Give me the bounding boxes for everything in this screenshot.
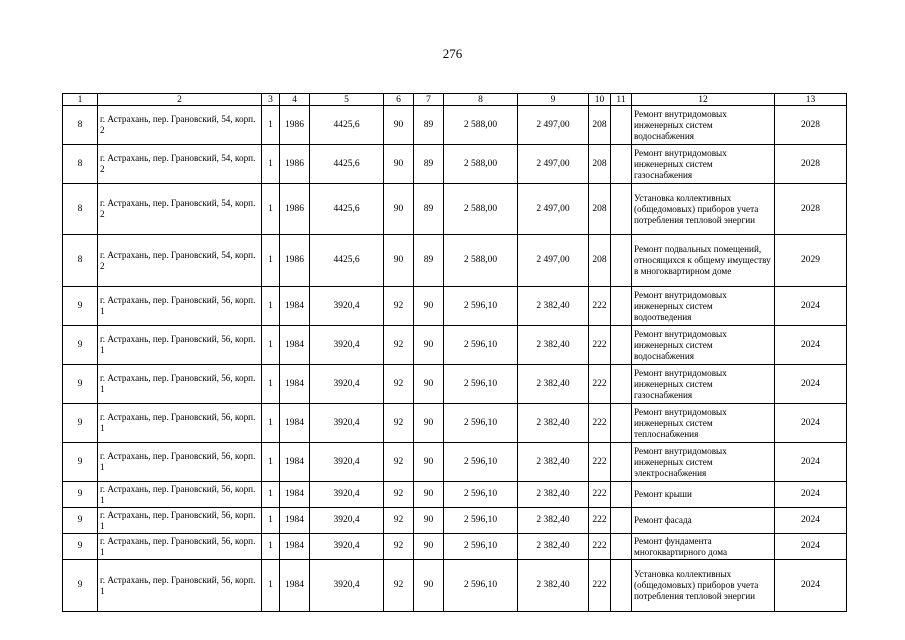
cell-col6: 92 [384, 508, 414, 534]
column-header: 3 [262, 94, 280, 106]
cell-col9: 2 382,40 [518, 508, 589, 534]
cell-col7: 90 [414, 443, 444, 482]
cell-address: г. Астрахань, пер. Грановский, 56, корп. 1 [98, 287, 262, 326]
cell-planned-year: 2024 [775, 287, 847, 326]
cell-col3: 1 [262, 365, 280, 404]
cell-col9: 2 382,40 [518, 534, 589, 560]
cell-col7: 90 [414, 560, 444, 612]
cell-area: 3920,4 [310, 534, 384, 560]
cell-address: г. Астрахань, пер. Грановский, 56, корп. 1 [98, 404, 262, 443]
cell-col11 [611, 184, 632, 235]
table-row [63, 482, 847, 508]
cell-work-type: Установка коллективных (общедомовых) приборов учета потребления тепловой энергии [632, 184, 775, 235]
cell-col10: 222 [589, 534, 611, 560]
cell-work-type: Ремонт внутридомовых инженерных систем теплоснабжения [632, 404, 775, 443]
cell-col9: 2 382,40 [518, 287, 589, 326]
cell-col11 [611, 235, 632, 287]
cell-planned-year: 2024 [775, 326, 847, 365]
cell-area: 3920,4 [310, 443, 384, 482]
cell-col7: 90 [414, 326, 444, 365]
cell-col10: 222 [589, 482, 611, 508]
cell-col9: 2 382,40 [518, 404, 589, 443]
cell-col10: 208 [589, 184, 611, 235]
table-row [63, 404, 847, 443]
cell-area: 3920,4 [310, 482, 384, 508]
cell-col6: 92 [384, 443, 414, 482]
table-row [63, 235, 847, 287]
cell-col8: 2 588,00 [444, 106, 518, 145]
cell-col8: 2 596,10 [444, 326, 518, 365]
cell-address: г. Астрахань, пер. Грановский, 56, корп. 1 [98, 508, 262, 534]
cell-col10: 222 [589, 508, 611, 534]
cell-year-built: 1986 [280, 184, 310, 235]
table-header-row [63, 94, 847, 106]
cell-col7: 89 [414, 106, 444, 145]
cell-col1: 9 [63, 365, 98, 404]
cell-col3: 1 [262, 106, 280, 145]
cell-col8: 2 596,10 [444, 534, 518, 560]
cell-year-built: 1984 [280, 560, 310, 612]
table-row [63, 184, 847, 235]
cell-area: 3920,4 [310, 365, 384, 404]
cell-col6: 90 [384, 106, 414, 145]
cell-col1: 8 [63, 235, 98, 287]
cell-work-type: Ремонт внутридомовых инженерных систем электроснабжения [632, 443, 775, 482]
cell-area: 4425,6 [310, 106, 384, 145]
cell-col11 [611, 365, 632, 404]
cell-address: г. Астрахань, пер. Грановский, 54, корп. 2 [98, 235, 262, 287]
cell-work-type: Ремонт фасада [632, 508, 775, 534]
cell-work-type: Ремонт внутридомовых инженерных систем водоотведения [632, 287, 775, 326]
cell-col3: 1 [262, 404, 280, 443]
cell-year-built: 1984 [280, 326, 310, 365]
cell-planned-year: 2024 [775, 560, 847, 612]
cell-planned-year: 2024 [775, 534, 847, 560]
cell-col8: 2 588,00 [444, 145, 518, 184]
cell-col9: 2 382,40 [518, 365, 589, 404]
cell-col1: 8 [63, 106, 98, 145]
cell-col8: 2 596,10 [444, 508, 518, 534]
cell-area: 3920,4 [310, 287, 384, 326]
cell-col1: 9 [63, 482, 98, 508]
cell-address: г. Астрахань, пер. Грановский, 56, корп. 1 [98, 482, 262, 508]
cell-col6: 92 [384, 326, 414, 365]
cell-col8: 2 588,00 [444, 235, 518, 287]
cell-year-built: 1984 [280, 482, 310, 508]
cell-year-built: 1984 [280, 287, 310, 326]
cell-col3: 1 [262, 508, 280, 534]
cell-year-built: 1986 [280, 145, 310, 184]
cell-year-built: 1984 [280, 365, 310, 404]
cell-col7: 89 [414, 235, 444, 287]
cell-col11 [611, 326, 632, 365]
cell-col1: 9 [63, 508, 98, 534]
cell-col6: 92 [384, 404, 414, 443]
cell-address: г. Астрахань, пер. Грановский, 54, корп. 2 [98, 145, 262, 184]
cell-col7: 89 [414, 145, 444, 184]
cell-work-type: Ремонт крыши [632, 482, 775, 508]
column-header: 9 [518, 94, 589, 106]
cell-col10: 222 [589, 365, 611, 404]
cell-col11 [611, 443, 632, 482]
cell-col6: 90 [384, 145, 414, 184]
cell-work-type: Ремонт фундамента многоквартирного дома [632, 534, 775, 560]
cell-work-type: Ремонт внутридомовых инженерных систем водоснабжения [632, 326, 775, 365]
cell-col9: 2 497,00 [518, 184, 589, 235]
cell-col10: 222 [589, 326, 611, 365]
cell-col7: 90 [414, 365, 444, 404]
cell-col11 [611, 560, 632, 612]
cell-col6: 92 [384, 534, 414, 560]
cell-col6: 92 [384, 560, 414, 612]
column-header: 1 [63, 94, 98, 106]
column-header: 7 [414, 94, 444, 106]
cell-planned-year: 2024 [775, 482, 847, 508]
cell-col1: 8 [63, 184, 98, 235]
column-header: 12 [632, 94, 775, 106]
cell-col3: 1 [262, 560, 280, 612]
table-row [63, 287, 847, 326]
cell-planned-year: 2024 [775, 365, 847, 404]
cell-col10: 222 [589, 443, 611, 482]
cell-col1: 9 [63, 443, 98, 482]
cell-col8: 2 596,10 [444, 482, 518, 508]
cell-work-type: Ремонт внутридомовых инженерных систем газоснабжения [632, 365, 775, 404]
cell-col3: 1 [262, 287, 280, 326]
cell-col10: 208 [589, 106, 611, 145]
column-header: 10 [589, 94, 611, 106]
cell-col8: 2 596,10 [444, 443, 518, 482]
cell-year-built: 1986 [280, 106, 310, 145]
cell-col6: 90 [384, 235, 414, 287]
table-row [63, 534, 847, 560]
cell-col11 [611, 106, 632, 145]
cell-col1: 8 [63, 145, 98, 184]
cell-planned-year: 2028 [775, 145, 847, 184]
cell-work-type: Ремонт внутридомовых инженерных систем водоснабжения [632, 106, 775, 145]
column-header: 4 [280, 94, 310, 106]
cell-year-built: 1984 [280, 534, 310, 560]
cell-col9: 2 382,40 [518, 443, 589, 482]
cell-planned-year: 2024 [775, 508, 847, 534]
cell-col10: 208 [589, 235, 611, 287]
cell-col11 [611, 534, 632, 560]
cell-col11 [611, 287, 632, 326]
cell-col7: 89 [414, 184, 444, 235]
cell-work-type: Ремонт подвальных помещений, относящихся к общему имуществу в многоквартирном доме [632, 235, 775, 287]
cell-col9: 2 497,00 [518, 145, 589, 184]
cell-planned-year: 2029 [775, 235, 847, 287]
cell-col8: 2 596,10 [444, 365, 518, 404]
cell-planned-year: 2028 [775, 184, 847, 235]
repair-schedule-table [62, 93, 847, 612]
column-header: 5 [310, 94, 384, 106]
cell-year-built: 1986 [280, 235, 310, 287]
cell-col1: 9 [63, 560, 98, 612]
cell-col9: 2 382,40 [518, 326, 589, 365]
cell-address: г. Астрахань, пер. Грановский, 56, корп. 1 [98, 534, 262, 560]
cell-area: 3920,4 [310, 508, 384, 534]
cell-col3: 1 [262, 235, 280, 287]
cell-col1: 9 [63, 404, 98, 443]
cell-col1: 9 [63, 534, 98, 560]
column-header: 6 [384, 94, 414, 106]
cell-col7: 90 [414, 482, 444, 508]
cell-address: г. Астрахань, пер. Грановский, 54, корп. 2 [98, 184, 262, 235]
column-header: 2 [98, 94, 262, 106]
cell-planned-year: 2024 [775, 404, 847, 443]
cell-col3: 1 [262, 482, 280, 508]
cell-col11 [611, 482, 632, 508]
table-row [63, 365, 847, 404]
cell-planned-year: 2028 [775, 106, 847, 145]
cell-col3: 1 [262, 145, 280, 184]
cell-col6: 92 [384, 365, 414, 404]
table-row [63, 326, 847, 365]
cell-col10: 208 [589, 145, 611, 184]
cell-col3: 1 [262, 326, 280, 365]
cell-address: г. Астрахань, пер. Грановский, 56, корп. 1 [98, 365, 262, 404]
cell-col11 [611, 145, 632, 184]
cell-area: 3920,4 [310, 404, 384, 443]
page-number: 276 [442, 46, 463, 61]
cell-col6: 92 [384, 482, 414, 508]
cell-area: 3920,4 [310, 326, 384, 365]
cell-col11 [611, 508, 632, 534]
cell-col7: 90 [414, 534, 444, 560]
cell-year-built: 1984 [280, 508, 310, 534]
column-header: 8 [444, 94, 518, 106]
cell-col1: 9 [63, 326, 98, 365]
cell-work-type: Установка коллективных (общедомовых) приборов учета потребления тепловой энергии [632, 560, 775, 612]
cell-address: г. Астрахань, пер. Грановский, 56, корп. 1 [98, 443, 262, 482]
cell-col6: 92 [384, 287, 414, 326]
cell-col9: 2 382,40 [518, 482, 589, 508]
cell-col3: 1 [262, 184, 280, 235]
table-body [63, 94, 847, 612]
cell-address: г. Астрахань, пер. Грановский, 56, корп. 1 [98, 560, 262, 612]
cell-col7: 90 [414, 508, 444, 534]
table-row [63, 508, 847, 534]
cell-area: 4425,6 [310, 235, 384, 287]
cell-col8: 2 596,10 [444, 287, 518, 326]
cell-col3: 1 [262, 534, 280, 560]
cell-col6: 90 [384, 184, 414, 235]
cell-address: г. Астрахань, пер. Грановский, 56, корп. 1 [98, 326, 262, 365]
column-header: 11 [611, 94, 632, 106]
cell-area: 4425,6 [310, 184, 384, 235]
cell-col8: 2 588,00 [444, 184, 518, 235]
cell-col11 [611, 404, 632, 443]
cell-col10: 222 [589, 287, 611, 326]
cell-year-built: 1984 [280, 443, 310, 482]
cell-col7: 90 [414, 404, 444, 443]
cell-col9: 2 497,00 [518, 106, 589, 145]
cell-col7: 90 [414, 287, 444, 326]
cell-work-type: Ремонт внутридомовых инженерных систем газоснабжения [632, 145, 775, 184]
table-row [63, 145, 847, 184]
table-row [63, 106, 847, 145]
cell-col8: 2 596,10 [444, 404, 518, 443]
cell-col9: 2 497,00 [518, 235, 589, 287]
cell-col10: 222 [589, 560, 611, 612]
cell-area: 3920,4 [310, 560, 384, 612]
cell-col8: 2 596,10 [444, 560, 518, 612]
cell-address: г. Астрахань, пер. Грановский, 54, корп. 2 [98, 106, 262, 145]
cell-col9: 2 382,40 [518, 560, 589, 612]
table-row [63, 560, 847, 612]
column-header: 13 [775, 94, 847, 106]
cell-planned-year: 2024 [775, 443, 847, 482]
cell-year-built: 1984 [280, 404, 310, 443]
cell-col10: 222 [589, 404, 611, 443]
cell-area: 4425,6 [310, 145, 384, 184]
cell-col1: 9 [63, 287, 98, 326]
table-row [63, 443, 847, 482]
cell-col3: 1 [262, 443, 280, 482]
